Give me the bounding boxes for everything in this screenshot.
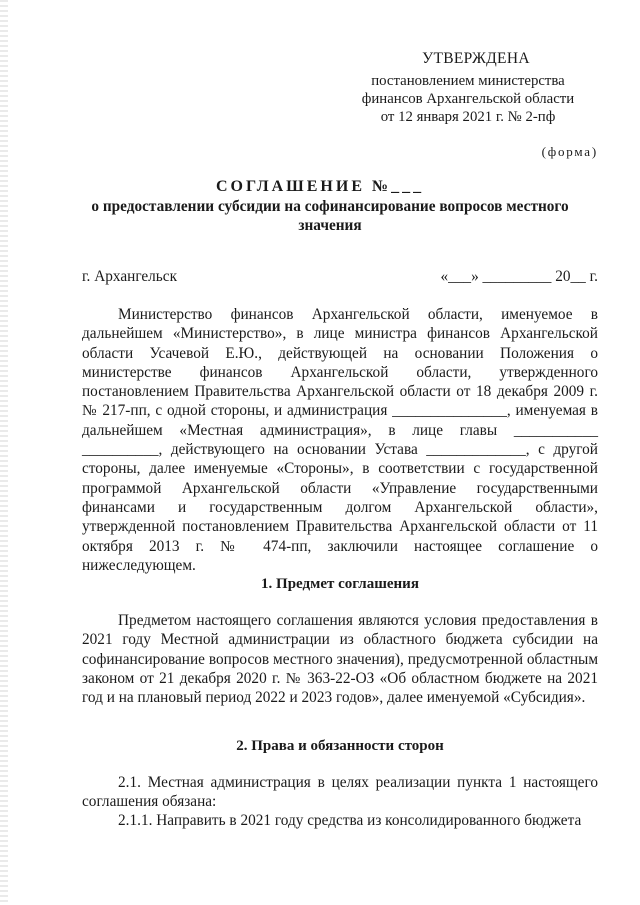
document-subtitle: о предоставлении субсидии на софинансирование вопросов местного значения <box>91 198 569 234</box>
date-of-signing: «___» _________ 20__ г. <box>440 268 598 285</box>
intro-text: Министерство финансов Архангельской области, именуемое в дальнейшем «Министерство», в лице министра финансов Архангельской области Усачевой Е.Ю., действующей на основании Положения о министерстве финансов Архангельской области, утвержденного постановлением Правительства Архангельской области от 18 декабря 2009 г. № 217-пп, с одной стороны, и администрация _______________, именуемая в дальнейшем «Местная администрация», в лице главы ___________ __________, действующего на основании Устава _____________, с другой стороны, далее именуемые «Стороны», в соответствии с государственной программой Архангельской области «Управление государственными финансами и государственным долгом Архангельской области», утвержденной постановлением Правительства Архангельской области от 11 октября 2013 г. № 474-пп, заключили настоящее соглашение о нижеследующем. <box>82 306 598 574</box>
approval-line-2: финансов Архангельской области <box>361 91 575 107</box>
clause-2-1 <box>82 773 598 812</box>
approval-heading: УТВЕРЖДЕНА <box>422 50 530 67</box>
approval-stamp <box>338 50 598 126</box>
clause-2-1-1 <box>82 811 598 830</box>
place-of-signing: г. Архангельск <box>82 268 178 285</box>
section-2-heading: 2. Права и обязанности сторон <box>236 738 444 754</box>
approval-line-1: постановлением министерства <box>371 73 565 89</box>
clause-2-1-text: 2.1. Местная администрация в целях реализации пункта 1 настоящего соглашения обязана: <box>82 774 598 811</box>
scan-edge <box>0 0 8 905</box>
form-mark: (форма) <box>541 144 598 159</box>
section-1-text: Предметом настоящего соглашения являются условия предоставления в 2021 году Местной администрации из областного бюджета субсидии на софинансирование вопросов местного значения), предусмотренной областным законом от 21 декабря 2020 г. № 363-22-ОЗ «Об областном бюджете на 2021 год и на плановый период 2022 и 2023 годов», далее именуемой «Субсидия». <box>82 612 598 707</box>
section-1-heading: 1. Предмет соглашения <box>261 576 419 592</box>
section-1-paragraph <box>82 611 598 707</box>
document-title: СОГЛАШЕНИЕ №___ <box>215 178 425 195</box>
clause-2-1-1-text: 2.1.1. Направить в 2021 году средства из консолидированного бюджета <box>118 812 582 829</box>
approval-line-3: от 12 января 2021 г. № 2-пф <box>380 109 556 125</box>
intro-paragraph <box>82 305 598 575</box>
